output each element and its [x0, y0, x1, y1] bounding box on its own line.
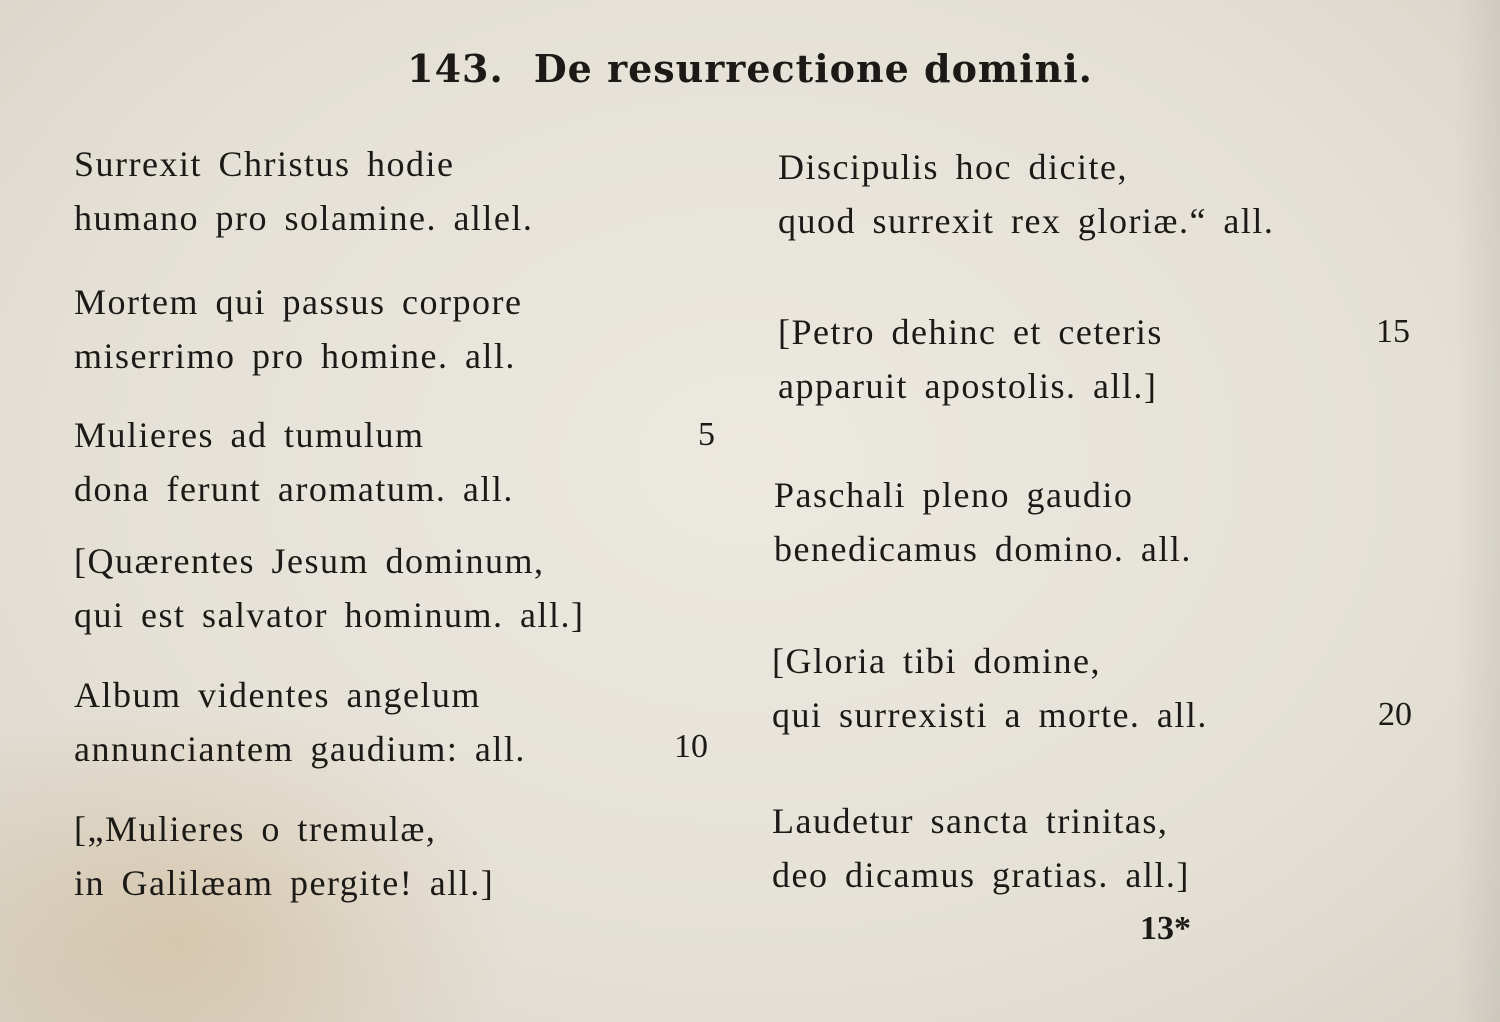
stanza-9 [774, 468, 1192, 576]
verse-line: [Petro dehinc et ceteris [778, 312, 1163, 352]
stanza-6 [74, 802, 494, 910]
verse-line: deo dicamus gratias. all.] [772, 855, 1190, 895]
stanza-11 [772, 794, 1190, 902]
signature-mark: 13* [1140, 910, 1191, 947]
line-number-10: 10 [674, 728, 708, 765]
page-edge-shadow [1455, 0, 1500, 1022]
stanza-7 [778, 140, 1274, 248]
verse-line: humano pro solamine. allel. [74, 198, 534, 238]
verse-line: qui surrexisti a morte. all. [772, 695, 1208, 735]
stanza-2 [74, 275, 522, 383]
hymn-title-text: De resurrectione domini. [533, 46, 1093, 91]
verse-line: Discipulis hoc dicite, [778, 147, 1128, 187]
verse-line: quod surrexit rex gloriæ.“ all. [778, 201, 1275, 241]
line-number-15: 15 [1376, 313, 1410, 350]
line-number-5: 5 [698, 416, 715, 453]
verse-line: [Quærentes Jesum dominum, [74, 541, 545, 581]
stanza-5 [74, 668, 526, 776]
stanza-1 [74, 137, 533, 245]
verse-line: [„Mulieres o tremulæ, [74, 809, 437, 849]
line-number-20: 20 [1378, 696, 1412, 733]
verse-line: [Gloria tibi domine, [772, 641, 1101, 681]
verse-line: Mulieres ad tumulum [74, 415, 425, 455]
hymn-title [0, 46, 1500, 91]
verse-line: miserrimo pro homine. all. [74, 336, 516, 376]
verse-line: Surrexit Christus hodie [74, 144, 455, 184]
verse-line: Album videntes angelum [74, 675, 481, 715]
verse-line: benedicamus domino. all. [774, 529, 1192, 569]
verse-line: in Galilæam pergite! all.] [74, 863, 495, 903]
verse-line: annunciantem gaudium: all. [74, 729, 526, 769]
stanza-3 [74, 408, 514, 516]
verse-line: Paschali pleno gaudio [774, 475, 1134, 515]
verse-line: qui est salvator hominum. all.] [74, 595, 585, 635]
verse-line: apparuit apostolis. all.] [778, 366, 1158, 406]
verse-line: dona ferunt aromatum. all. [74, 469, 514, 509]
stanza-8 [778, 305, 1163, 413]
hymn-number: 143. [407, 46, 504, 91]
verse-line: Laudetur sancta trinitas, [772, 801, 1169, 841]
stanza-4 [74, 534, 584, 642]
stanza-10 [772, 634, 1208, 742]
verse-line: Mortem qui passus corpore [74, 282, 523, 322]
